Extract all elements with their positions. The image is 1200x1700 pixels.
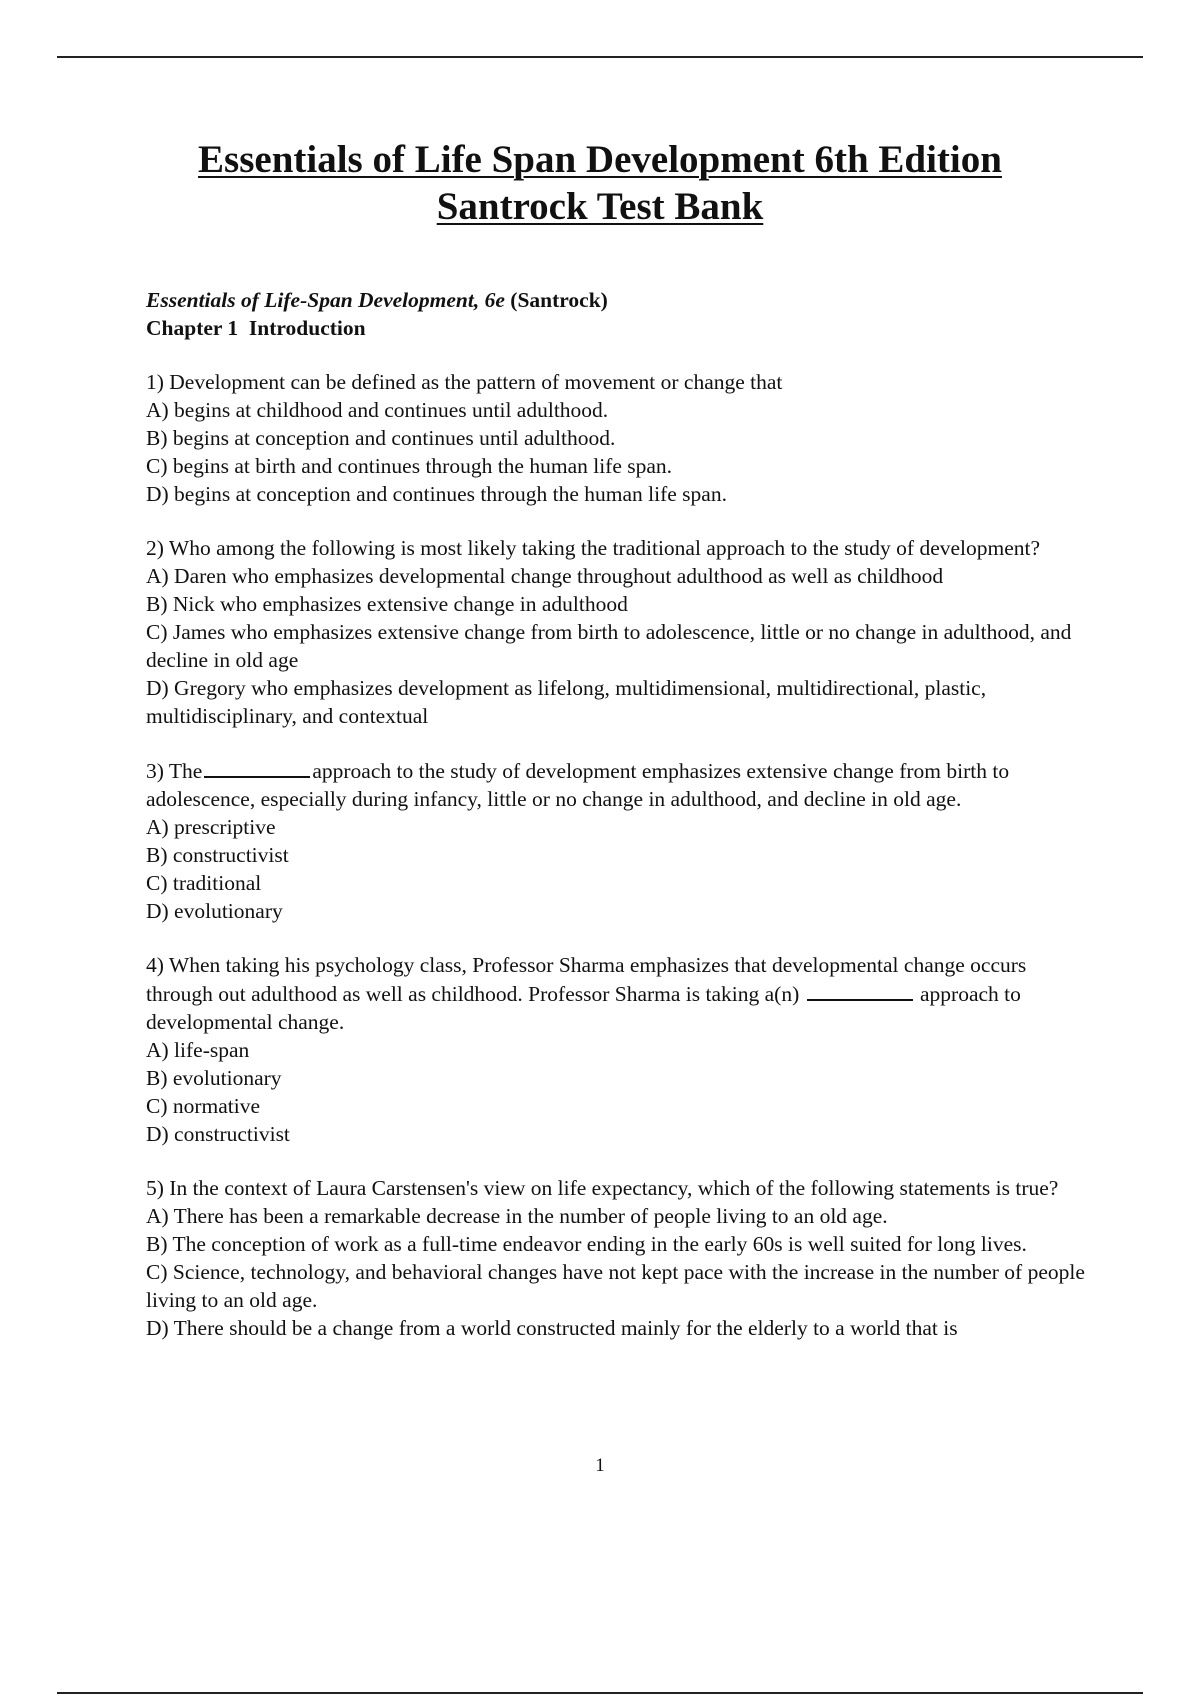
question-stem-end: approach to developmental change. [146,982,1021,1034]
question-2 [146,534,1086,730]
bottom-rule [57,1692,1143,1694]
fill-in-blank [204,756,310,778]
answer-option: D) Gregory who emphasizes development as lifelong, multidimensional, multidirectional, plastic, multidisciplinary, and contextual [146,676,987,728]
question-stem: 2) Who among the following is most likely taking the traditional approach to the study of development? [146,536,1041,560]
question-4 [146,951,1086,1148]
answer-option: B) constructivist [146,843,289,867]
answer-option: D) constructivist [146,1122,290,1146]
answer-option: B) The conception of work as a full-time endeavor ending in the early 60s is well suited for long lives. [146,1232,1027,1256]
answer-option: A) Daren who emphasizes developmental change throughout adulthood as well as childhood [146,564,944,588]
question-stem-start: 3) The [146,759,203,783]
question-stem: 5) In the context of Laura Carstensen's view on life expectancy, which of the following statements is true? [146,1176,1059,1200]
answer-option: D) evolutionary [146,899,283,923]
question-5 [146,1174,1086,1342]
answer-option: A) begins at childhood and continues until adulthood. [146,398,609,422]
answer-option: A) There has been a remarkable decrease in the number of people living to an old age. [146,1204,888,1228]
page-number: 1 [595,1455,605,1476]
document-body [146,286,1086,1368]
document-title [0,136,1200,230]
answer-option: B) begins at conception and continues until adulthood. [146,426,616,450]
book-reference [146,286,1086,314]
question-3 [146,756,1086,925]
answer-option: C) Science, technology, and behavioral changes have not kept pace with the increase in the number of people living to an old age. [146,1260,1085,1312]
question-stem [146,951,1086,1036]
book-author: (Santrock) [510,288,608,312]
answer-option: C) begins at birth and continues through the human life span. [146,454,673,478]
answer-option: D) There should be a change from a world constructed mainly for the elderly to a world that is [146,1316,958,1340]
answer-option: A) life-span [146,1038,250,1062]
answer-option: C) traditional [146,871,262,895]
fill-in-blank [807,979,913,1001]
answer-option: D) begins at conception and continues through the human life span. [146,482,727,506]
question-stem [146,756,1086,813]
top-rule [57,56,1143,58]
answer-option: B) evolutionary [146,1066,282,1090]
chapter-heading: Chapter 1 Introduction [146,316,366,340]
title-line-2: Santrock Test Bank [436,185,764,228]
title-line-1: Essentials of Life Span Development 6th Edition [198,138,1002,181]
answer-option: C) normative [146,1094,261,1118]
book-title: Essentials of Life-Span Development, 6e [146,288,505,312]
question-stem-end: approach to the study of development emphasizes extensive change from birth to adolescence, especially during infancy, little or no change in adulthood, and decline in old age. [146,759,1010,811]
answer-option: A) prescriptive [146,815,276,839]
question-stem: 1) Development can be defined as the pattern of movement or change that [146,370,783,394]
answer-option: B) Nick who emphasizes extensive change in adulthood [146,592,628,616]
question-stem-start: 4) When taking his psychology class, Professor Sharma emphasizes that developmental change occurs through out adulthood as well as childhood. Professor Sharma is taking a(n) [146,953,1027,1006]
answer-option: C) James who emphasizes extensive change from birth to adolescence, little or no change in adulthood, and decline in old age [146,620,1072,672]
question-1 [146,368,1086,508]
